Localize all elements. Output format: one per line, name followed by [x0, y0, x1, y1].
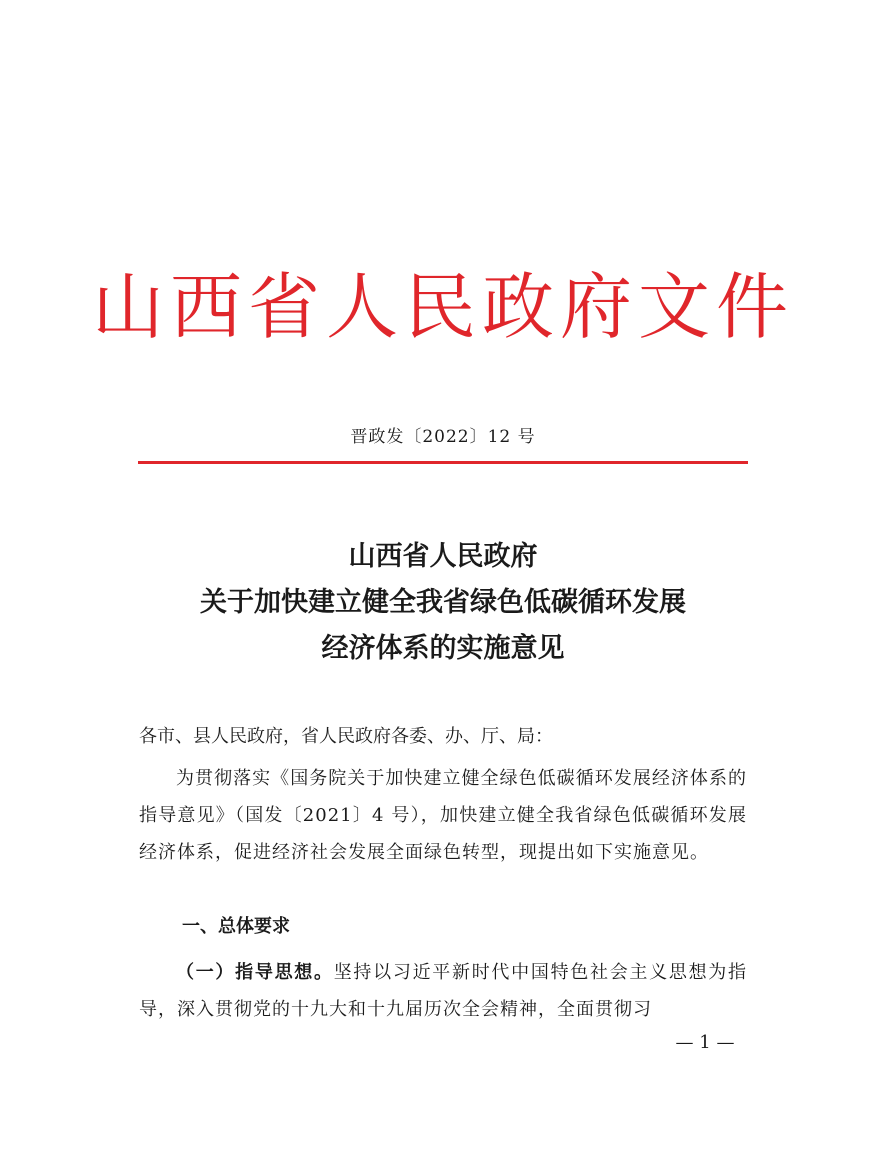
section-heading-general-requirements: 一、总体要求 — [182, 916, 290, 937]
document-title — [0, 534, 886, 672]
salutation: 各市、县人民政府，省人民政府各委、办、厅、局： — [139, 726, 553, 747]
title-line-3: 经济体系的实施意见 — [321, 633, 565, 664]
masthead-title: 山西省人民政府文件 — [91, 265, 794, 349]
red-divider-line — [138, 461, 748, 464]
paragraph-guiding-ideology — [139, 954, 747, 1028]
title-line-1: 山西省人民政府 — [348, 541, 538, 572]
subsection-body: 坚持以习近平新时代中国特色社会主义思想为指导，深入贯彻党的十九大和十九届历次全会精神，全面贯彻习 — [139, 962, 748, 1020]
subsection-lead: （一）指导思想。 — [176, 962, 334, 983]
document-number: 晋政发〔2022〕12 号 — [350, 427, 536, 447]
paragraph-intro: 为贯彻落实《国务院关于加快建立健全绿色低碳循环发展经济体系的指导意见》（国发〔2021〕4 号），加快建立健全我省绿色低碳循环发展经济体系，促进经济社会发展全面绿色转型，现提出如下实施意见。 — [139, 768, 747, 863]
title-line-2: 关于加快建立健全我省绿色低碳循环发展 — [200, 587, 686, 618]
page-number: — 1 — — [675, 1032, 735, 1053]
